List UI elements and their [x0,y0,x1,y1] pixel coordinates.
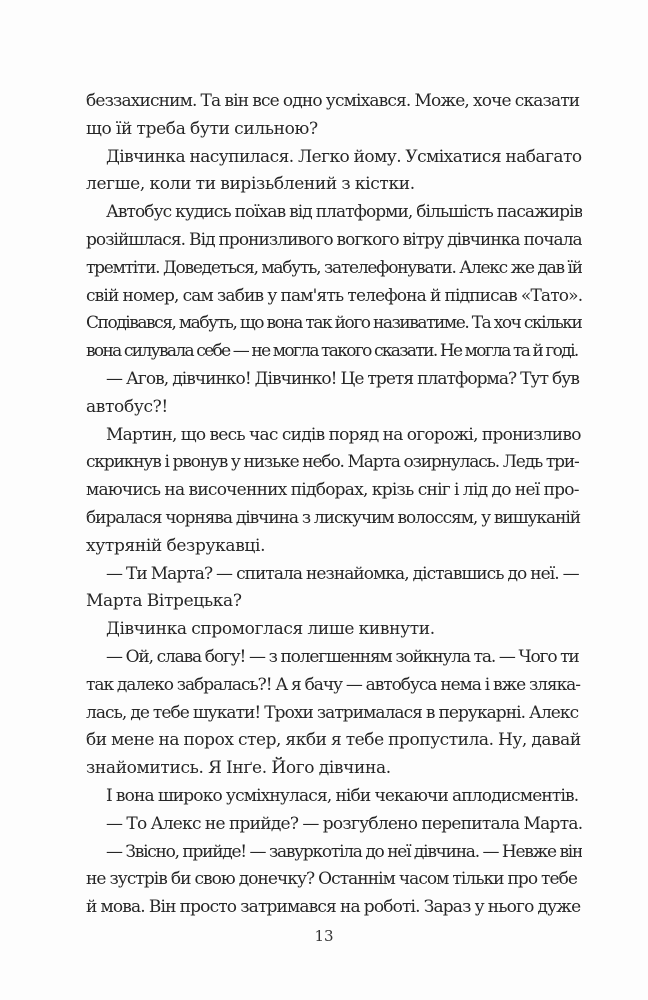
text-line: І вона широко усміхнулася, ніби чекаючи аплодисментів. [106,785,579,806]
text-line: Сподівався, мабуть, що вона так його називатиме. Та хоч скільки [86,313,582,334]
text-line: хутряній безрукавці. [86,535,266,556]
text-line: Дівчинка спромоглася лише кивнути. [106,619,435,640]
text-line: маючись на височенних підборах, крізь сніг і лід до неї про- [86,480,579,501]
body-text [86,88,582,922]
text-line: — Ти Марта? — спитала незнайомка, діставшись до неї. — [106,563,579,584]
text-line: Мартин, що весь час сидів поряд на огорожі, пронизливо [106,424,581,445]
text-line: легше, коли ти вирізьблений з кістки. [86,174,415,195]
text-line: — То Алекс не прийде? — розгублено перепитала Марта. [106,813,582,834]
text-line: Дівчинка насупилася. Легко йому. Усміхатися набагато [106,146,582,167]
text-line: знайомитись. Я Інґе. Його дівчина. [86,758,391,779]
text-line: не зустрів би свою донечку? Останнім часом тільки про тебе [86,869,578,890]
text-line: беззахисним. Та він все одно усміхався. Може, хоче сказати [86,91,580,111]
text-line: би мене на порох стер, якби я тебе пропустила. Ну, давай [86,730,581,751]
text-line: й мова. Він просто затримався на роботі. Зараз у нього дуже [86,897,581,918]
text-line: — Ой, слава богу! — з полегшенням зойкнула та. — Чого ти [106,646,579,667]
text-line: скрикнув і рвонув у низьке небо. Марта озирнулась. Ледь три- [86,452,579,473]
text-line: тремтіти. Доведеться, мабуть, зателефонувати. Алекс же дав їй [86,257,582,278]
text-line: вона силувала себе — не могла такого сказати. Не могла та й годі. [86,341,578,362]
text-line: лась, де тебе шукати! Трохи затрималася в перукарні. Алекс [86,702,579,723]
text-line: так далеко забралась?! А я бачу — автобуса нема і вже зляка- [86,674,580,695]
text-line: свій номер, сам забив у пам'ять телефона й підписав «Тато». [86,285,582,306]
text-line: автобус?! [86,396,168,417]
text-line: — Агов, дівчинко! Дівчинко! Це третя платформа? Тут був [106,368,579,389]
text-line: — Звісно, прийде! — завуркотіла до неї дівчина. — Невже він [106,841,582,862]
text-line: Марта Вітрецька? [86,591,242,612]
page-number: 13 [314,927,334,945]
text-line: розійшлася. Від пронизливого вогкого вітру дівчинка почала [86,229,582,250]
text-line: що їй треба бути сильною? [86,118,318,139]
text-line: Автобус кудись поїхав від платформи, більшість пасажирів [106,202,582,223]
text-line: биралася чорнява дівчина з лискучим волоссям, у вишуканій [86,507,581,528]
